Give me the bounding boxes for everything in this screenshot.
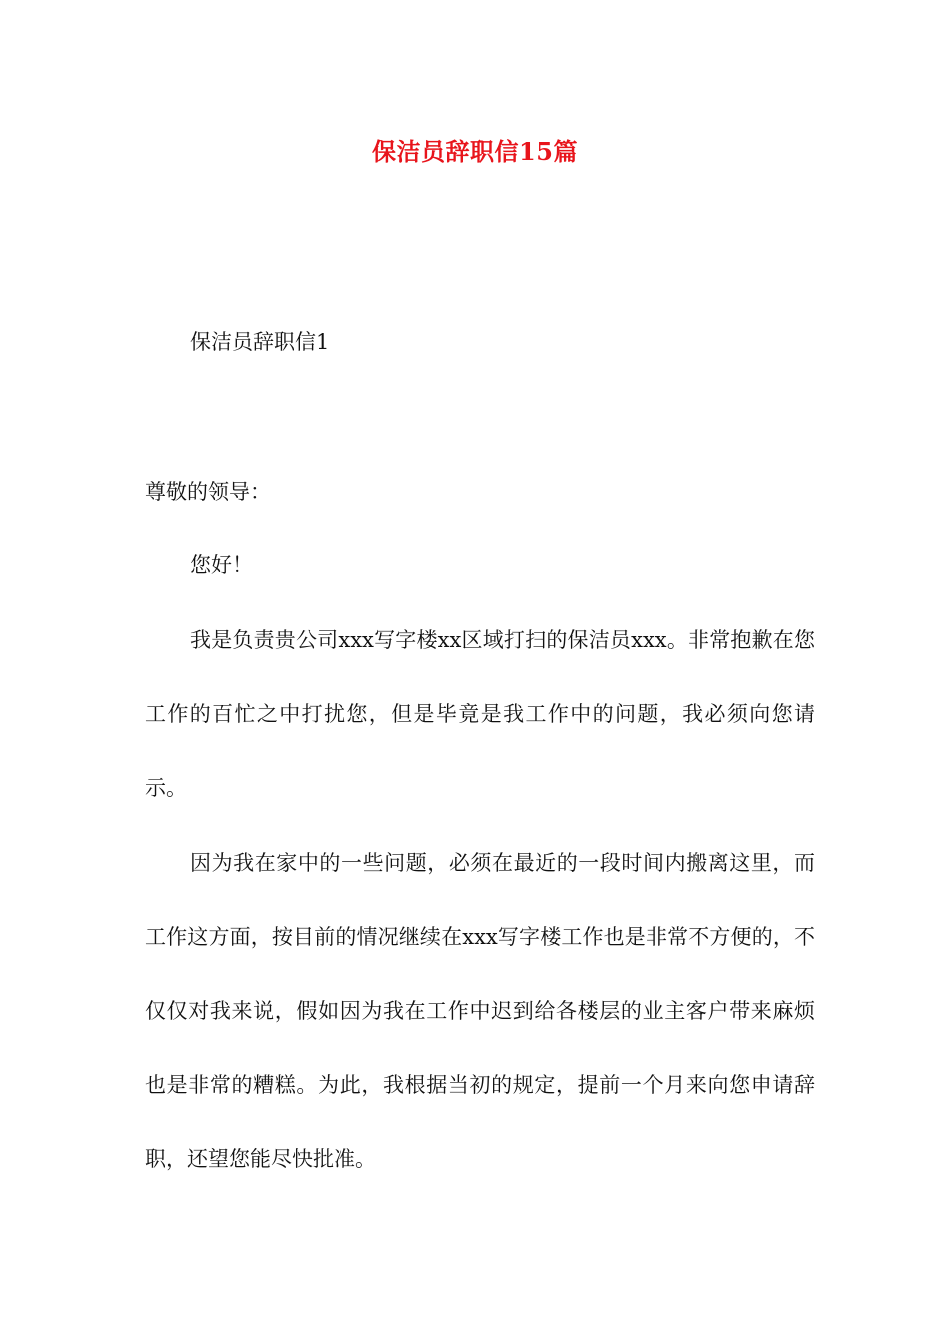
body-paragraph: 因为我在家中的一些问题，必须在最近的一段时间内搬离这里，而工作这方面，按目前的情况继续在xxx写字楼工作也是非常不方便的，不仅仅对我来说，假如因为我在工作中迟到给各楼层的业主客户带来麻烦也是非常的糟糕。为此，我根据当初的规定，提前一个月来向您申请辞职，还望您能尽快批准。 bbox=[145, 851, 815, 1171]
document-title: 保洁员辞职信15篇 bbox=[372, 137, 578, 166]
section-heading: 保洁员辞职信1 bbox=[190, 330, 330, 354]
greeting: 您好！ bbox=[190, 553, 253, 577]
salutation: 尊敬的领导： bbox=[145, 480, 271, 504]
body-paragraph: 我是负责贵公司xxx写字楼xx区域打扫的保洁员xxx。非常抱歉在您工作的百忙之中打扰您，但是毕竟是我工作中的问题，我必须向您请示。 bbox=[145, 628, 815, 800]
